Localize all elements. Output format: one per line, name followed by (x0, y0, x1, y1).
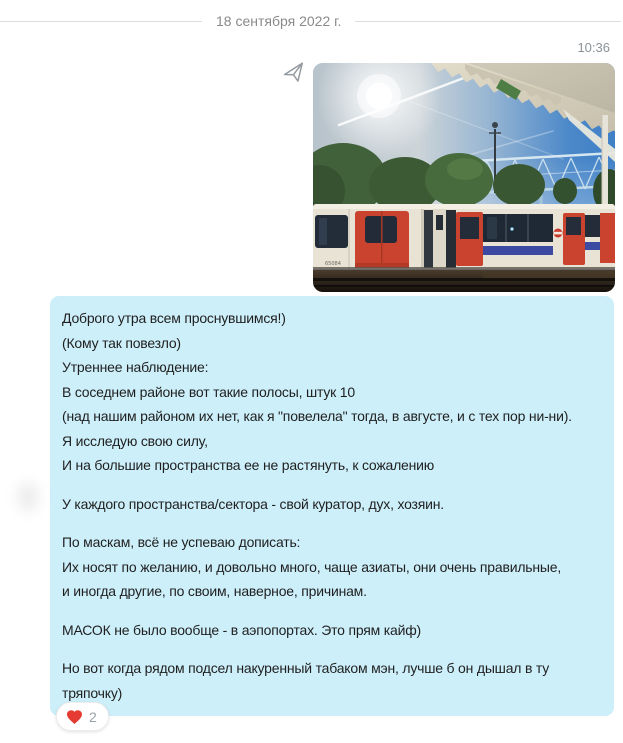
message-line: И на большие пространства ее не растянуть, к сожалению (62, 457, 435, 473)
photo-train (313, 204, 615, 272)
message-line: и иногда другие, по своим, наверное, причинам. (62, 583, 367, 599)
message-line: тряпочку) (62, 684, 123, 701)
message-line: Утреннее наблюдение: (62, 359, 209, 375)
photo-track (313, 270, 615, 292)
message-time: 10:36 (577, 40, 610, 55)
reaction-pill[interactable] (56, 702, 109, 731)
message-paragraph (62, 530, 604, 604)
reaction-count: 2 (89, 708, 97, 725)
message-line: В соседнем районе вот такие полосы, штук 10 (62, 383, 355, 400)
message-line: Доброго утра всем проснувшимся!) (62, 310, 286, 326)
svg-text:65084: 65084 (325, 261, 341, 267)
watermark-smudge (4, 466, 52, 528)
message-paragraph (62, 656, 604, 705)
message-line: Их носят по желанию, и довольно много, чаще азиаты, они очень правильные, (62, 558, 562, 575)
message-bubble[interactable] (50, 296, 614, 716)
date-divider-right (355, 21, 621, 22)
message-line: (Кому так повезло) (62, 334, 181, 351)
heart-icon (65, 708, 84, 726)
message-line: У каждого пространства/сектора - свой куратор, дух, хозяин. (62, 495, 444, 512)
message-line: МАСОК не было вообще - в аэпопортах. Это прям кайф) (62, 621, 421, 638)
message-paragraph (62, 492, 604, 517)
message-line: (над нашим районом их нет, как я "повелела" тогда, в августе, и с тех пор ни-ни). (62, 408, 572, 424)
message-paragraph (62, 306, 604, 478)
photo-scene (313, 63, 615, 292)
message-line: По маскам, всё не успеваю дописать: (62, 534, 301, 550)
date-label: 18 сентября 2022 г. (216, 13, 342, 29)
date-divider-left (0, 21, 202, 22)
date-separator (0, 11, 623, 31)
message-paragraph (62, 618, 604, 643)
message-line: Я исследую свою силу, (62, 432, 208, 449)
message-line: Но вот когда рядом подсел накуренный табаком мэн, лучше б он дышал в ту (62, 660, 550, 676)
message-text (62, 306, 604, 705)
paper-plane-icon[interactable] (280, 58, 307, 87)
message-photo[interactable] (313, 63, 615, 292)
